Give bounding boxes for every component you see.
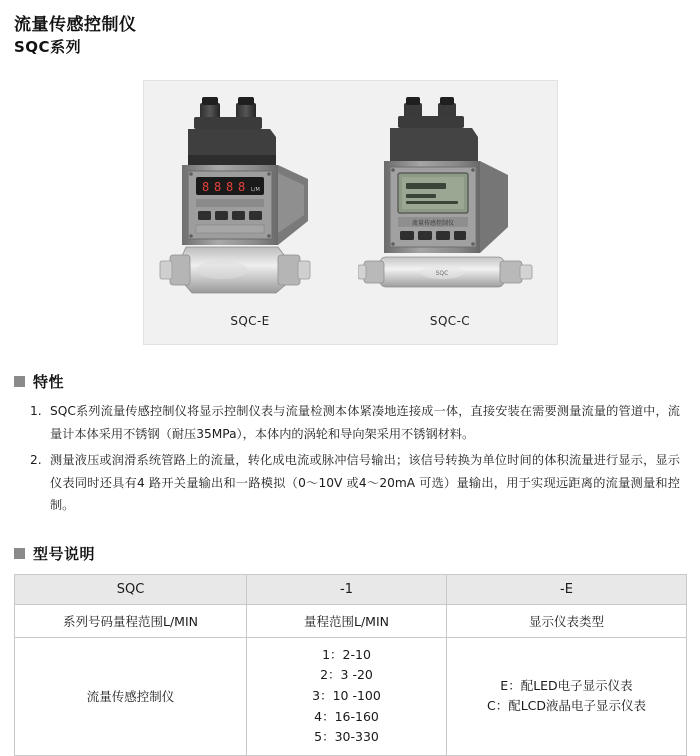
title-series: SQC系列 bbox=[14, 37, 82, 56]
upper-housing bbox=[390, 128, 478, 161]
svg-text:流量传感控制仪: 流量传感控制仪 bbox=[411, 219, 454, 227]
title-primary: 流量传感控制仪 bbox=[14, 15, 137, 35]
table-header-cell: -1 bbox=[247, 574, 447, 604]
table-row bbox=[15, 574, 687, 604]
range-option: 1：2-10 bbox=[322, 646, 371, 662]
table-subheader-cell: 显示仪表类型 bbox=[447, 604, 687, 637]
svg-text:8: 8 bbox=[213, 179, 221, 194]
list-item-number: 2. bbox=[30, 453, 42, 468]
product-photo-sqc-c bbox=[358, 95, 543, 305]
features-list bbox=[30, 400, 680, 517]
model-heading bbox=[14, 543, 700, 564]
list-item-text: 测量液压或润滑系统管路上的流量，转化成电流或脉冲信号输出；该信号转换为单位时间的体积流量进行显示，显示仪表同时还具有4 路开关量输出和一路模拟（0～10V 或4～20mA 可选）量输出，用于实现远距离的流量测量和控制。 bbox=[50, 453, 680, 513]
model-heading-label: 型号说明 bbox=[33, 544, 96, 563]
table-subheader-cell: 量程范围L/MIN bbox=[247, 604, 447, 637]
table-row bbox=[15, 637, 687, 755]
table-subheader-cell: 系列号码量程范围L/MIN bbox=[15, 604, 247, 637]
cable-gland-group bbox=[194, 97, 262, 129]
instrument-body bbox=[384, 161, 508, 253]
page-title bbox=[0, 0, 700, 58]
instrument-body bbox=[182, 165, 308, 245]
range-option: 2：3 -20 bbox=[320, 667, 373, 683]
range-option: 3：10 -100 bbox=[312, 688, 381, 703]
display-type-option: E：配LED电子显示仪表 bbox=[500, 677, 633, 693]
list-item bbox=[30, 400, 680, 445]
square-marker-icon bbox=[14, 548, 25, 559]
caption-sqc-c: SQC-C bbox=[429, 313, 471, 328]
caption-sqc-e: SQC-E bbox=[230, 313, 270, 328]
range-option: 4：16-160 bbox=[314, 708, 379, 724]
table-cell-product-name: 流量传感控制仪 bbox=[15, 637, 247, 755]
svg-text:8: 8 bbox=[237, 179, 245, 194]
list-item bbox=[30, 449, 680, 517]
product-image-panel bbox=[143, 80, 558, 345]
table-cell-display-types bbox=[447, 637, 687, 755]
table-header-cell: -E bbox=[447, 574, 687, 604]
svg-text:8: 8 bbox=[225, 179, 233, 194]
svg-text:L/M: L/M bbox=[250, 186, 260, 193]
product-photo-sqc-e bbox=[158, 95, 343, 305]
square-marker-icon bbox=[14, 376, 25, 387]
cable-gland-group bbox=[398, 97, 464, 128]
flow-sensor-body bbox=[160, 247, 310, 293]
list-item-text: SQC系列流量传感控制仪将显示控制仪表与流量检测本体紧凑地连接成一体，直接安装在需要测量流量的管道中，流量计本体采用不锈钢（耐压35MPa），本体内的涡轮和导向架采用不锈钢材料。 bbox=[50, 403, 680, 441]
range-option: 5：30-330 bbox=[314, 729, 379, 745]
svg-text:8: 8 bbox=[201, 179, 209, 194]
table-cell-ranges bbox=[247, 637, 447, 755]
flow-sensor-body bbox=[358, 257, 532, 287]
list-item-number: 1. bbox=[30, 403, 42, 418]
model-table bbox=[14, 574, 687, 756]
features-heading-label: 特性 bbox=[33, 372, 65, 391]
display-type-option: C：配LCD液晶电子显示仪表 bbox=[486, 698, 647, 714]
features-heading bbox=[14, 371, 700, 392]
table-header-cell: SQC bbox=[15, 574, 247, 604]
table-row bbox=[15, 604, 687, 637]
svg-text:SQC: SQC bbox=[435, 269, 448, 277]
